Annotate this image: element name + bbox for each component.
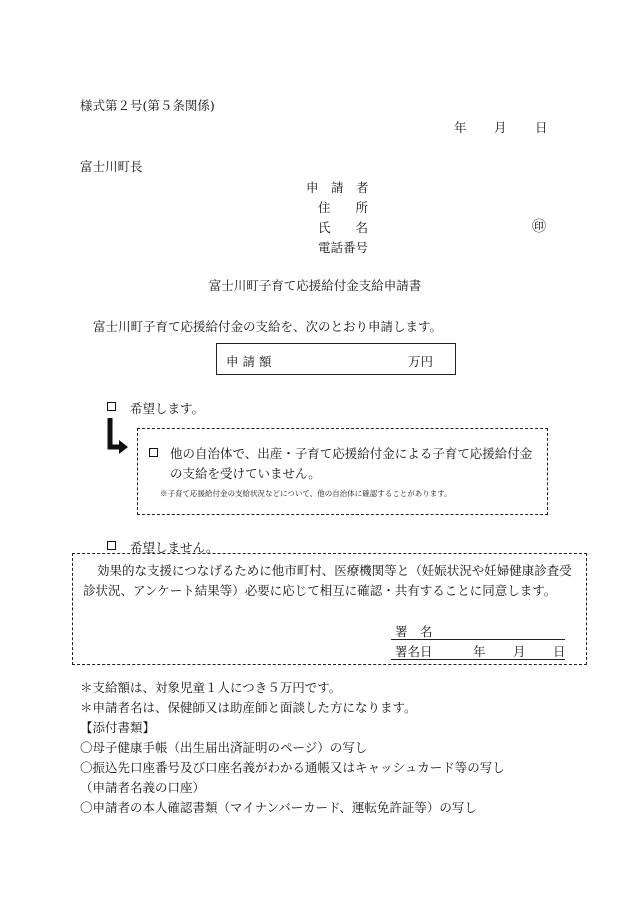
other-municipality-text: 他の自治体で、出産・子育て応援給付金による子育て応援給付金の支給を受けていません。 (170, 446, 533, 481)
sign-date-line[interactable] (391, 659, 565, 660)
other-municipality-box (137, 428, 548, 515)
address-label: 住 所 (318, 200, 369, 215)
signature-line[interactable] (391, 639, 565, 640)
applicant-heading: 申 請 者 (306, 180, 369, 195)
sign-date-year: 年 (473, 644, 486, 659)
intro-text: 富士川町子育て応援給付金の支給を、次のとおり申請します。 (93, 319, 443, 334)
seal-mark: ㊞ (532, 219, 546, 235)
amount-label: 申 請 額 (226, 354, 272, 369)
attachment-item: 〇母子健康手帳（出生届出済証明のページ）の写し (80, 740, 368, 755)
wish-yes-checkbox[interactable] (107, 402, 116, 411)
amount-unit: 万円 (408, 354, 434, 369)
other-municipality-checkbox[interactable] (149, 448, 158, 457)
name-label: 氏 名 (318, 220, 369, 235)
signature-label: 署 名 (395, 624, 433, 639)
attachments-heading: 【添付書類】 (80, 720, 156, 735)
recipient: 富士川町長 (80, 159, 143, 174)
amount-box (216, 343, 456, 375)
form-number: 様式第２号(第５条関係) (80, 98, 215, 113)
wish-yes-label: 希望します。 (130, 401, 205, 416)
wish-no-label: 希望しません。 (130, 540, 219, 555)
note-amount: ＊支給額は、対象児童１人につき５万円です。 (80, 680, 342, 695)
consent-box (72, 553, 587, 665)
wish-no-checkbox[interactable] (107, 541, 116, 550)
date-day-label: 日 (535, 120, 548, 135)
attachment-item: 〇申請者の本人確認書類（マイナンバーカード、運転免許証等）の写し (80, 800, 477, 815)
date-month-label: 月 (494, 120, 507, 135)
phone-label: 電話番号 (318, 240, 369, 255)
date-year-label: 年 (454, 120, 467, 135)
other-municipality-note: ※子育て応援給付金の支給状況などについて、他の自治体に確認することがあります。 (160, 489, 452, 498)
sign-date-label: 署名日 (395, 644, 433, 659)
attachment-item: 〇振込先口座番号及び口座名義がわかる通帳又はキャッシュカード等の写し (80, 760, 505, 775)
consent-text: 効果的な支援につなげるために他市町村、医療機関等と（妊娠状況や妊婦健康診査受診状況、アンケート結果等）必要に応じて相互に確認・共有することに同意します。 (83, 563, 572, 598)
attachment-item: （申請者名義の口座） (80, 780, 206, 795)
sign-date-month: 月 (513, 644, 526, 659)
page-title: 富士川町子育て応援給付金支給申請書 (208, 278, 422, 293)
arrow-down-right-icon (104, 416, 132, 456)
sign-date-day: 日 (553, 644, 566, 659)
note-applicant: ＊申請者名は、保健師又は助産師と面談した方になります。 (80, 700, 417, 715)
